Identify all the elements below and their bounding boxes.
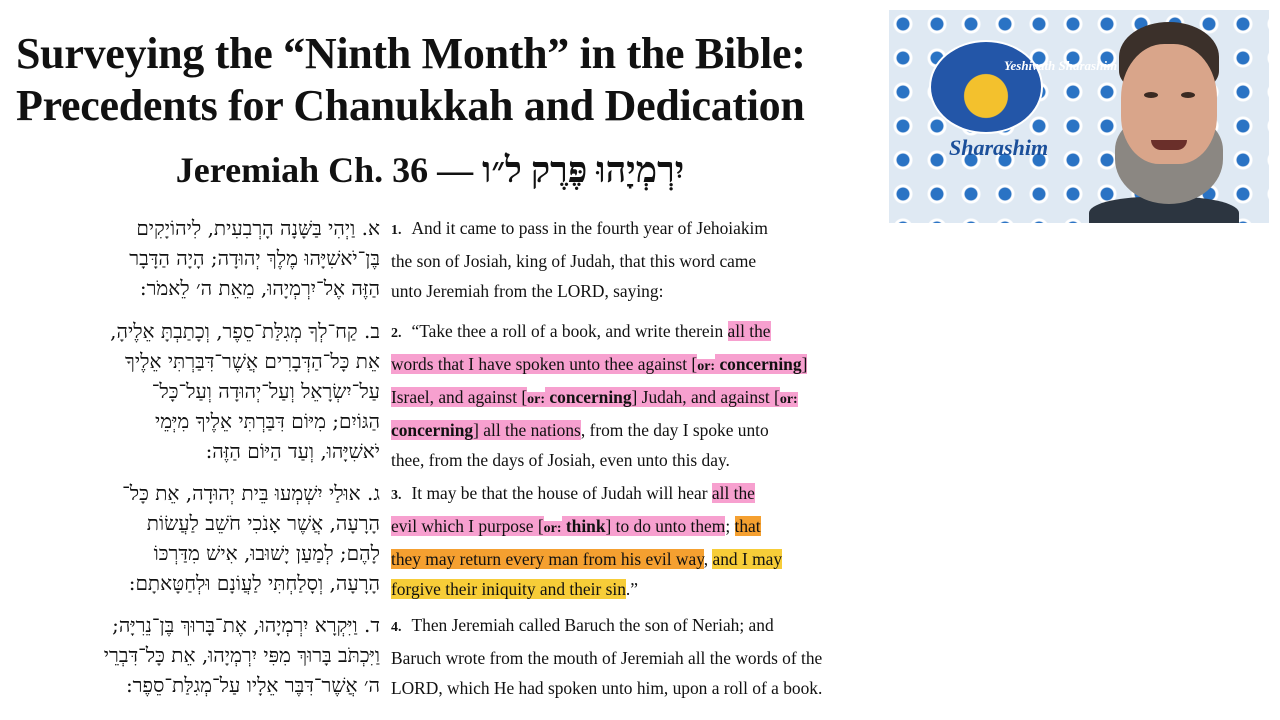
verse-text: thee, from the days of Josiah, even unto this day. bbox=[391, 450, 730, 470]
page-title bbox=[16, 28, 876, 132]
logo-caption-top: Yeshivath Sharashim bbox=[1004, 58, 1118, 73]
english-line bbox=[391, 213, 851, 246]
english-line bbox=[391, 349, 851, 382]
english-verse bbox=[391, 610, 851, 703]
highlighted-text: forgive their iniquity and their sin bbox=[391, 579, 626, 599]
chapter-heading: Jeremiah Ch. 36 — יִרְמְיָהוּ פֶּרֶק ל״ו bbox=[175, 150, 685, 190]
highlighted-text: or: bbox=[527, 392, 546, 407]
english-verse bbox=[391, 316, 851, 475]
highlighted-text: or: bbox=[779, 392, 798, 407]
hebrew-line: יֹאשִׁיָּהוּ, וְעַד הַיּוֹם הַזֶּה: bbox=[205, 439, 380, 463]
verse-text: unto Jeremiah from the LORD, saying: bbox=[391, 281, 664, 301]
highlighted-text: and I may bbox=[712, 549, 783, 569]
english-line bbox=[391, 445, 851, 475]
highlighted-text: concerning bbox=[719, 354, 802, 374]
verse-number: 2. bbox=[391, 326, 402, 341]
highlighted-text: ] bbox=[801, 354, 808, 374]
hebrew-verse bbox=[14, 213, 380, 303]
presenter-figure bbox=[1089, 22, 1239, 223]
hebrew-line: עַל־יִשְׂרָאֵל וְעַל־יְהוּדָה וְעַל־כָּל־ bbox=[151, 379, 380, 403]
verse-number: 1. bbox=[391, 223, 402, 238]
hebrew-verse bbox=[14, 610, 380, 700]
verse-text: Baruch wrote from the mouth of Jeremiah all the words of the bbox=[391, 648, 823, 668]
hebrew-line: אֵת כָּל־הַדְּבָרִים אֲשֶׁר־דִּבַּרְתִּי אֵלֶיךָ bbox=[125, 349, 380, 373]
english-line bbox=[391, 276, 851, 306]
highlighted-text: all the bbox=[727, 321, 771, 341]
english-line bbox=[391, 643, 851, 673]
english-line bbox=[391, 511, 851, 544]
english-line bbox=[391, 415, 851, 445]
title-line-2: Precedents for Chanukkah and Dedication bbox=[16, 81, 805, 130]
english-line bbox=[391, 478, 851, 511]
highlighted-text: concerning bbox=[391, 420, 474, 440]
title-line-1: Surveying the “Ninth Month” in the Bible: bbox=[16, 29, 806, 78]
verse-number: 3. bbox=[391, 488, 402, 503]
highlighted-text: evil which I purpose [ bbox=[391, 516, 544, 536]
english-line bbox=[391, 544, 851, 574]
highlighted-text: that bbox=[734, 516, 761, 536]
verse-text: ; bbox=[725, 516, 735, 536]
hebrew-line: הָרָעָה, וְסָלַחְתִּי לַעֲוֹנָם וּלְחַטָּאתָם: bbox=[128, 571, 380, 595]
hebrew-verse bbox=[14, 478, 380, 598]
highlighted-text: Israel, and against [ bbox=[391, 387, 528, 407]
presenter-video bbox=[889, 10, 1269, 223]
verse-text: “Take thee a roll of a book, and write therein bbox=[411, 321, 728, 341]
hebrew-line: הָרָעָה, אֲשֶׁר אָנֹכִי חֹשֵׁב לַעֲשׂוֹת bbox=[146, 511, 380, 535]
sharashim-logo bbox=[929, 40, 1043, 134]
hebrew-line: הַזֶּה אֶל־יִרְמְיָהוּ, מֵאֵת ה׳ לֵאמֹר: bbox=[139, 276, 380, 300]
english-line bbox=[391, 673, 851, 703]
english-line bbox=[391, 246, 851, 276]
english-verse bbox=[391, 478, 851, 604]
hebrew-line: ג. אוּלַי יִשְׁמְעוּ בֵּית יְהוּדָה, אֵת כָּל־ bbox=[122, 481, 380, 505]
verse-number: 4. bbox=[391, 620, 402, 635]
hebrew-line: ה׳ אֲשֶׁר־דִּבֶּר אֵלָיו עַל־מְגִלַּת־סֵפֶר: bbox=[125, 673, 380, 697]
highlighted-text: ] Judah, and against [ bbox=[631, 387, 780, 407]
english-verse bbox=[391, 213, 851, 306]
hebrew-line: ב. קַח־לְךָ מְגִלַּת־סֵפֶר, וְכָתַבְתָּ אֵלֶיהָ, bbox=[110, 319, 380, 343]
verse-text: And it came to pass in the fourth year of Jehoiakim bbox=[411, 218, 768, 238]
verse-text: It may be that the house of Judah will hear bbox=[411, 483, 712, 503]
highlighted-text: words that I have spoken unto thee against [ bbox=[391, 354, 698, 374]
highlighted-text: concerning bbox=[549, 387, 632, 407]
verse-text: .” bbox=[625, 579, 638, 599]
highlighted-text: ] all the nations bbox=[473, 420, 581, 440]
verse-text: , from the day I spoke unto bbox=[580, 420, 769, 440]
verse-text: LORD, which He had spoken unto him, upon a roll of a book. bbox=[391, 678, 823, 698]
hebrew-line: ד. וַיִּקְרָא יִרְמְיָהוּ, אֶת־בָּרוּךְ בֶּן־נֵרִיָּה; bbox=[112, 613, 380, 637]
highlighted-text: ] to do unto them bbox=[605, 516, 726, 536]
verse-text: Then Jeremiah called Baruch the son of Neriah; and bbox=[411, 615, 774, 635]
hebrew-line: וַיִּכְתֹּב בָּרוּךְ מִפִּי יִרְמְיָהוּ, אֵת כָּל־דִּבְרֵי bbox=[103, 643, 380, 667]
highlighted-text: or: bbox=[543, 521, 562, 536]
english-line bbox=[391, 574, 851, 604]
highlighted-text: or: bbox=[697, 359, 716, 374]
hebrew-line: א. וַיְהִי בַּשָּׁנָה הָרְבִעִית, לִיהוֹיָקִים bbox=[136, 216, 380, 240]
english-line bbox=[391, 316, 851, 349]
logo-caption-bottom: Sharashim bbox=[949, 135, 1049, 160]
hebrew-line: בֶּן־יֹאשִׁיָּהוּ מֶלֶךְ יְהוּדָה; הָיָה הַדָּבָר bbox=[129, 246, 380, 270]
highlighted-text: all the bbox=[711, 483, 755, 503]
highlighted-text: think bbox=[565, 516, 606, 536]
verse-text: the son of Josiah, king of Judah, that this word came bbox=[391, 251, 757, 271]
highlighted-text: they may return every man from his evil way bbox=[391, 549, 704, 569]
hebrew-line: לָהֶם; לְמַעַן יָשׁוּבוּ, אִישׁ מִדַּרְכּוֹ bbox=[153, 541, 380, 565]
verse-text: , bbox=[703, 549, 713, 569]
english-line bbox=[391, 610, 851, 643]
english-line bbox=[391, 382, 851, 415]
hebrew-verse bbox=[14, 316, 380, 466]
hebrew-line: הַגּוֹיִם; מִיּוֹם דִּבַּרְתִּי אֵלֶיךָ מִיְּמֵי bbox=[155, 409, 380, 433]
